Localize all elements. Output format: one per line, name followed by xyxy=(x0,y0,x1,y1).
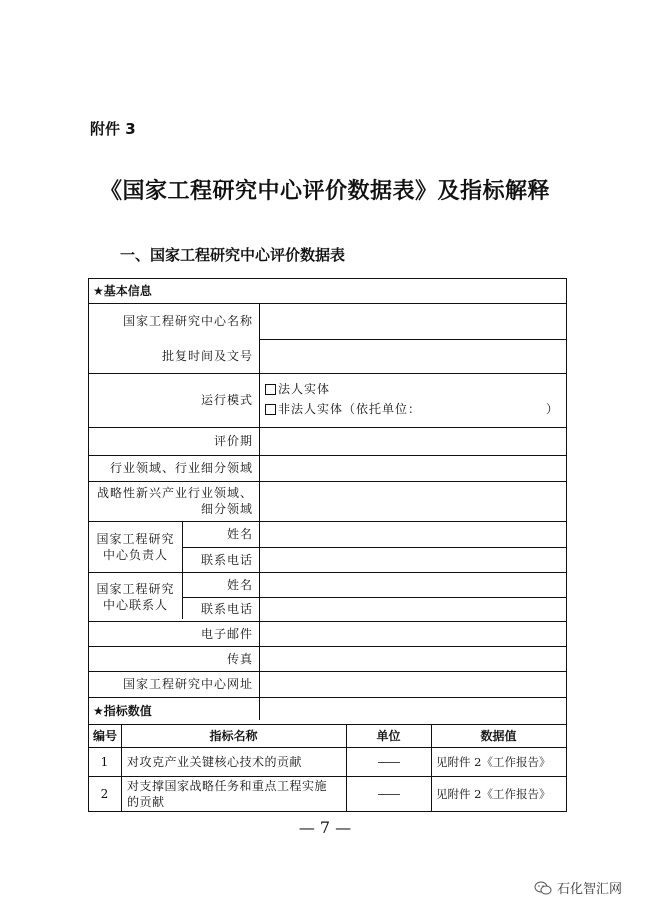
indicator-2-unit: —— xyxy=(377,787,400,801)
head-phone-label: 联系电话 xyxy=(200,552,253,567)
indicator-1-no: 1 xyxy=(100,754,110,769)
column-header-no: 编号 xyxy=(92,728,117,743)
basic-info-header: ★基本信息 xyxy=(93,284,152,298)
indicator-2-value: 见附件 2《工作报告》 xyxy=(436,787,551,801)
email-label: 电子邮件 xyxy=(200,626,253,641)
indicator-1-name: 对攻克产业关键核心技术的贡献 xyxy=(127,754,303,769)
page-number: — 7 — xyxy=(298,818,352,837)
center-contact-group-label: 国家工程研究 中心联系人 xyxy=(96,581,175,612)
evaluation-period-label: 评价期 xyxy=(213,434,253,448)
mode-option-close-paren: ） xyxy=(545,402,559,416)
approval-label: 批复时间及文号 xyxy=(161,349,253,363)
mode-option-legal-entity[interactable]: 法人实体 xyxy=(265,380,465,398)
section-title: 一、国家工程研究中心评价数据表 xyxy=(120,246,346,264)
watermark xyxy=(534,878,622,897)
contact-name-label: 姓名 xyxy=(226,577,253,592)
indicator-header: ★指标数值 xyxy=(93,703,152,718)
website-label: 国家工程研究中心网址 xyxy=(122,677,253,691)
indicator-2-no: 2 xyxy=(100,787,110,801)
checkbox-icon[interactable] xyxy=(265,404,276,415)
evaluation-data-table xyxy=(88,278,567,812)
document-title: 《国家工程研究中心评价数据表》及指标解释 xyxy=(99,178,550,204)
contact-phone-label: 联系电话 xyxy=(200,602,253,616)
strategic-industry-label: 战略性新兴产业行业领域、 细分领域 xyxy=(96,486,253,516)
indicator-2-name: 对支撑国家战略任务和重点工程实施 的贡献 xyxy=(127,779,328,809)
wechat-icon xyxy=(534,881,552,895)
indicator-1-unit: —— xyxy=(377,754,400,769)
watermark-text: 石化智汇网 xyxy=(556,882,622,897)
fax-label: 传真 xyxy=(226,651,253,666)
column-header-value: 数据值 xyxy=(480,728,517,743)
column-header-indicator-name: 指标名称 xyxy=(209,728,258,743)
industry-field-label: 行业领域、行业细分领域 xyxy=(109,461,253,475)
center-name-label: 国家工程研究中心名称 xyxy=(122,314,253,328)
attachment-label: 附件 3 xyxy=(90,120,136,138)
mode-option-non-legal-entity[interactable]: 非法人实体（依托单位： xyxy=(265,400,561,418)
center-head-group-label: 国家工程研究 中心负责人 xyxy=(96,531,175,562)
operation-mode-label: 运行模式 xyxy=(200,393,253,407)
indicator-1-value: 见附件 2《工作报告》 xyxy=(436,754,551,769)
head-name-label: 姓名 xyxy=(226,527,253,541)
checkbox-icon[interactable] xyxy=(265,384,276,395)
column-header-unit: 单位 xyxy=(376,728,401,743)
